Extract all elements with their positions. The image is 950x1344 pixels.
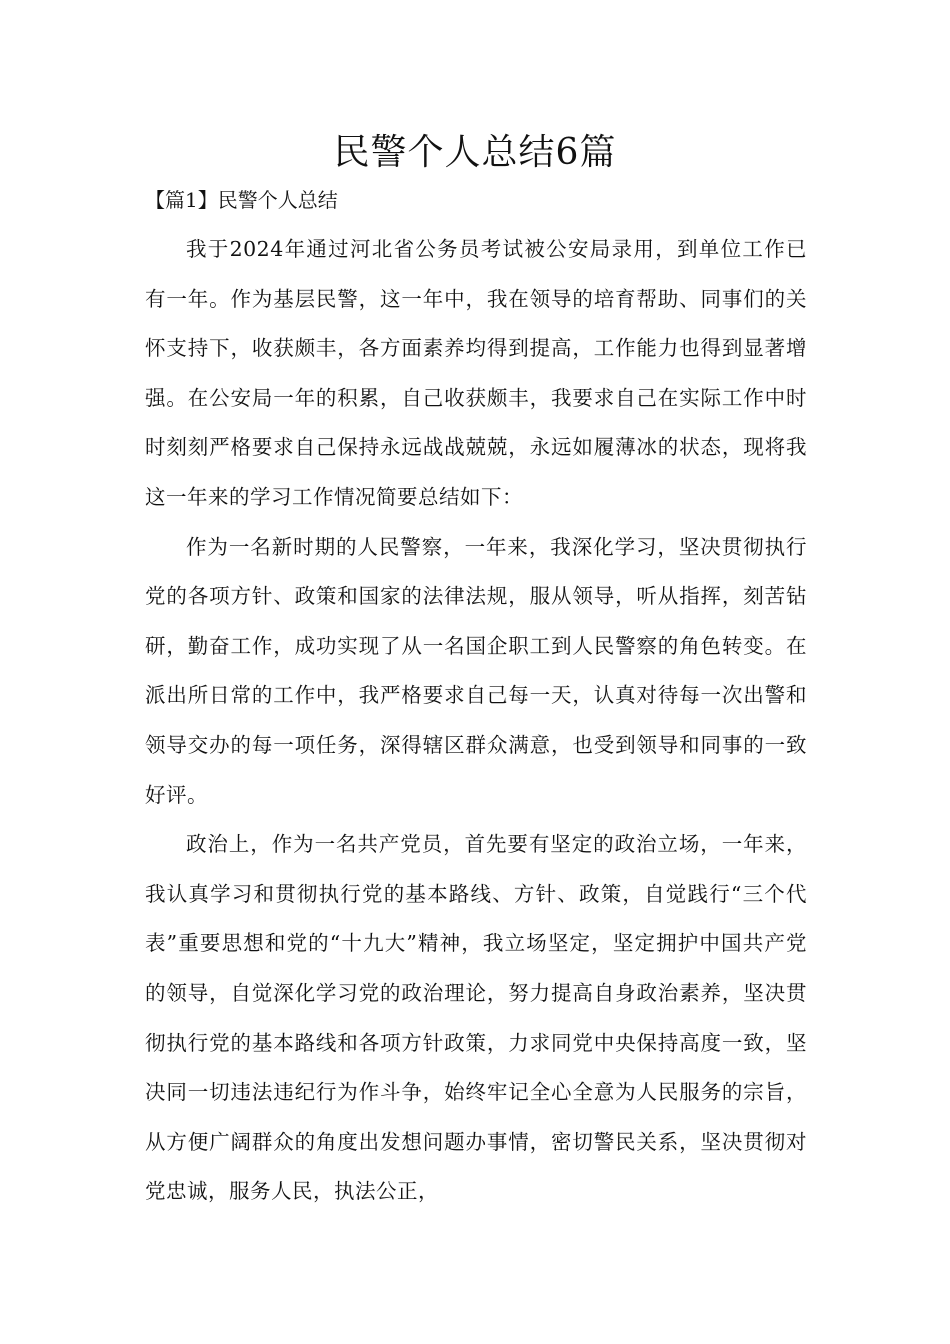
paragraph-3: 政治上，作为一名共产党员，首先要有坚定的政治立场，一年来，我认真学习和贯彻执行党的基本路线、方针、政策，自觉践行“三个代表”重要思想和党的“十九大”精神，我立场坚定，坚定拥护中国共产党的领导，自觉深化学习党的政治理论，努力提高自身政治素养，坚决贯彻执行党的基本路线和各项方针政策，力求同党中央保持高度一致，坚决同一切违法违纪行为作斗争，始终牢记全心全意为人民服务的宗旨，从方便广阔群众的角度出发想问题办事情，密切警民关系，坚决贯彻对党忠诚，服务人民，执法公正， [145, 832, 807, 1204]
document-body [145, 225, 807, 1217]
section-heading: 【篇1】民警个人总结 [145, 188, 338, 212]
document-title: 民警个人总结6篇 [333, 132, 617, 173]
paragraph-2: 作为一名新时期的人民警察，一年来，我深化学习，坚决贯彻执行党的各项方针、政策和国家的法律法规，服从领导，听从指挥，刻苦钻研，勤奋工作，成功实现了从一名国企职工到人民警察的角色转变。在派出所日常的工作中，我严格要求自己每一天，认真对待每一次出警和领导交办的每一项任务，深得辖区群众满意，也受到领导和同事的一致好评。 [145, 534, 807, 807]
paragraph-1: 我于2024年通过河北省公务员考试被公安局录用，到单位工作已有一年。作为基层民警，这一年中，我在领导的培育帮助、同事们的关怀支持下，收获颇丰，各方面素养均得到提高，工作能力也得到显著增强。在公安局一年的积累，自己收获颇丰，我要求自己在实际工作中时时刻刻严格要求自己保持永远战战兢兢，永远如履薄冰的状态，现将我这一年来的学习工作情况简要总结如下： [145, 237, 807, 509]
